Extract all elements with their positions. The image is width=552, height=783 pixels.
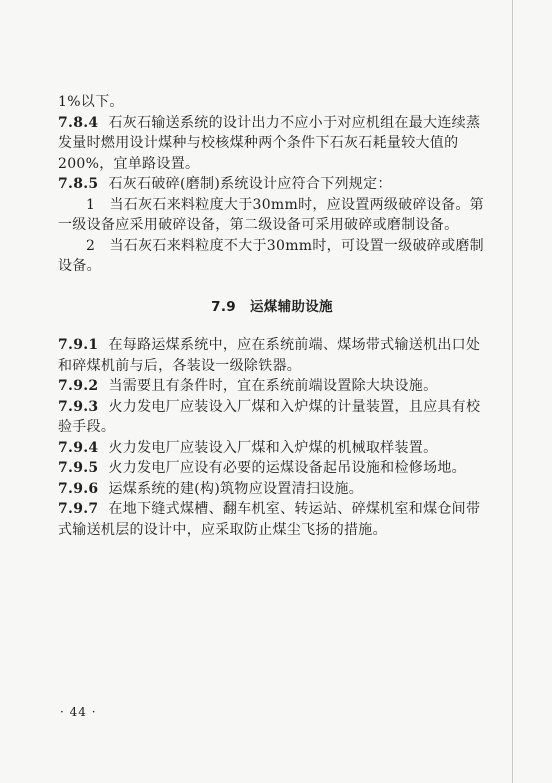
- page-number: · 44 ·: [60, 705, 97, 719]
- clause-text: 在地下缝式煤槽、翻车机室、转运站、碎煤机室和煤仓间带式输送机层的设计中，应采取防止煤尘飞扬的措施。: [58, 501, 481, 538]
- clause-text: 石灰石输送系统的设计出力不应小于对应机组在最大连续蒸发量时燃用设计煤种与校核煤种两个条件下石灰石耗量较大值的200%，宜单路设置。: [58, 114, 481, 172]
- line-continuation: 1%以下。: [58, 94, 124, 110]
- clause-number: 7.8.5: [58, 176, 99, 192]
- clause-7-9-6: [58, 479, 486, 500]
- clause-text: 当需要且有条件时，宜在系统前端设置除大块设施。: [108, 378, 438, 394]
- clause-7-8-5: [58, 174, 486, 195]
- list-item-1: 1 当石灰石来料粒度大于30mm时，应设置两级破碎设备。第一级设备应采用破碎设备，第二级设备可采用破碎或磨制设备。: [58, 196, 484, 233]
- clause-text: 在每路运煤系统中，应在系统前端、煤场带式输送机出口处和碎煤机前与后，各装设一级除铁器。: [58, 337, 481, 374]
- clause-text: 石灰石破碎(磨制)系统设计应符合下列规定：: [108, 176, 392, 192]
- clause-number: 7.9.1: [58, 337, 99, 353]
- clause-number: 7.9.2: [58, 378, 99, 394]
- clause-7-9-1: [58, 335, 486, 376]
- section-heading: [58, 297, 486, 318]
- clause-number: 7.9.3: [58, 398, 99, 415]
- clause-text: 火力发电厂应设有必要的运煤设备起吊设施和检修场地。: [108, 460, 466, 476]
- clause-text: 运煤系统的建(构)筑物应设置清扫设施。: [108, 480, 364, 497]
- page-content: [58, 92, 486, 540]
- section-number: 7.9: [211, 298, 236, 315]
- clause-7-9-4: [58, 438, 486, 459]
- clause-7-9-2: [58, 376, 486, 397]
- clause-number: 7.9.4: [58, 439, 99, 456]
- clause-number: 7.9.7: [58, 501, 99, 517]
- clause-number: 7.9.6: [58, 480, 99, 497]
- clause-7-9-3: [58, 397, 486, 438]
- clause-text: 火力发电厂应装设入厂煤和入炉煤的机械取样装置。: [108, 439, 438, 456]
- clause-7-9-7: [58, 499, 486, 540]
- section-title: 运煤辅助设施: [250, 298, 333, 315]
- list-item-2: 2 当石灰石来料粒度不大于30mm时，可设置一级破碎或磨制设备。: [58, 237, 484, 274]
- clause-7-9-5: [58, 458, 486, 479]
- page-edge-line: [512, 0, 513, 783]
- clause-7-8-4: [58, 113, 486, 175]
- clause-number: 7.9.5: [58, 460, 99, 476]
- clause-number: 7.8.4: [58, 114, 99, 131]
- clause-text: 火力发电厂应装设入厂煤和入炉煤的计量装置，且应具有校验手段。: [58, 398, 481, 435]
